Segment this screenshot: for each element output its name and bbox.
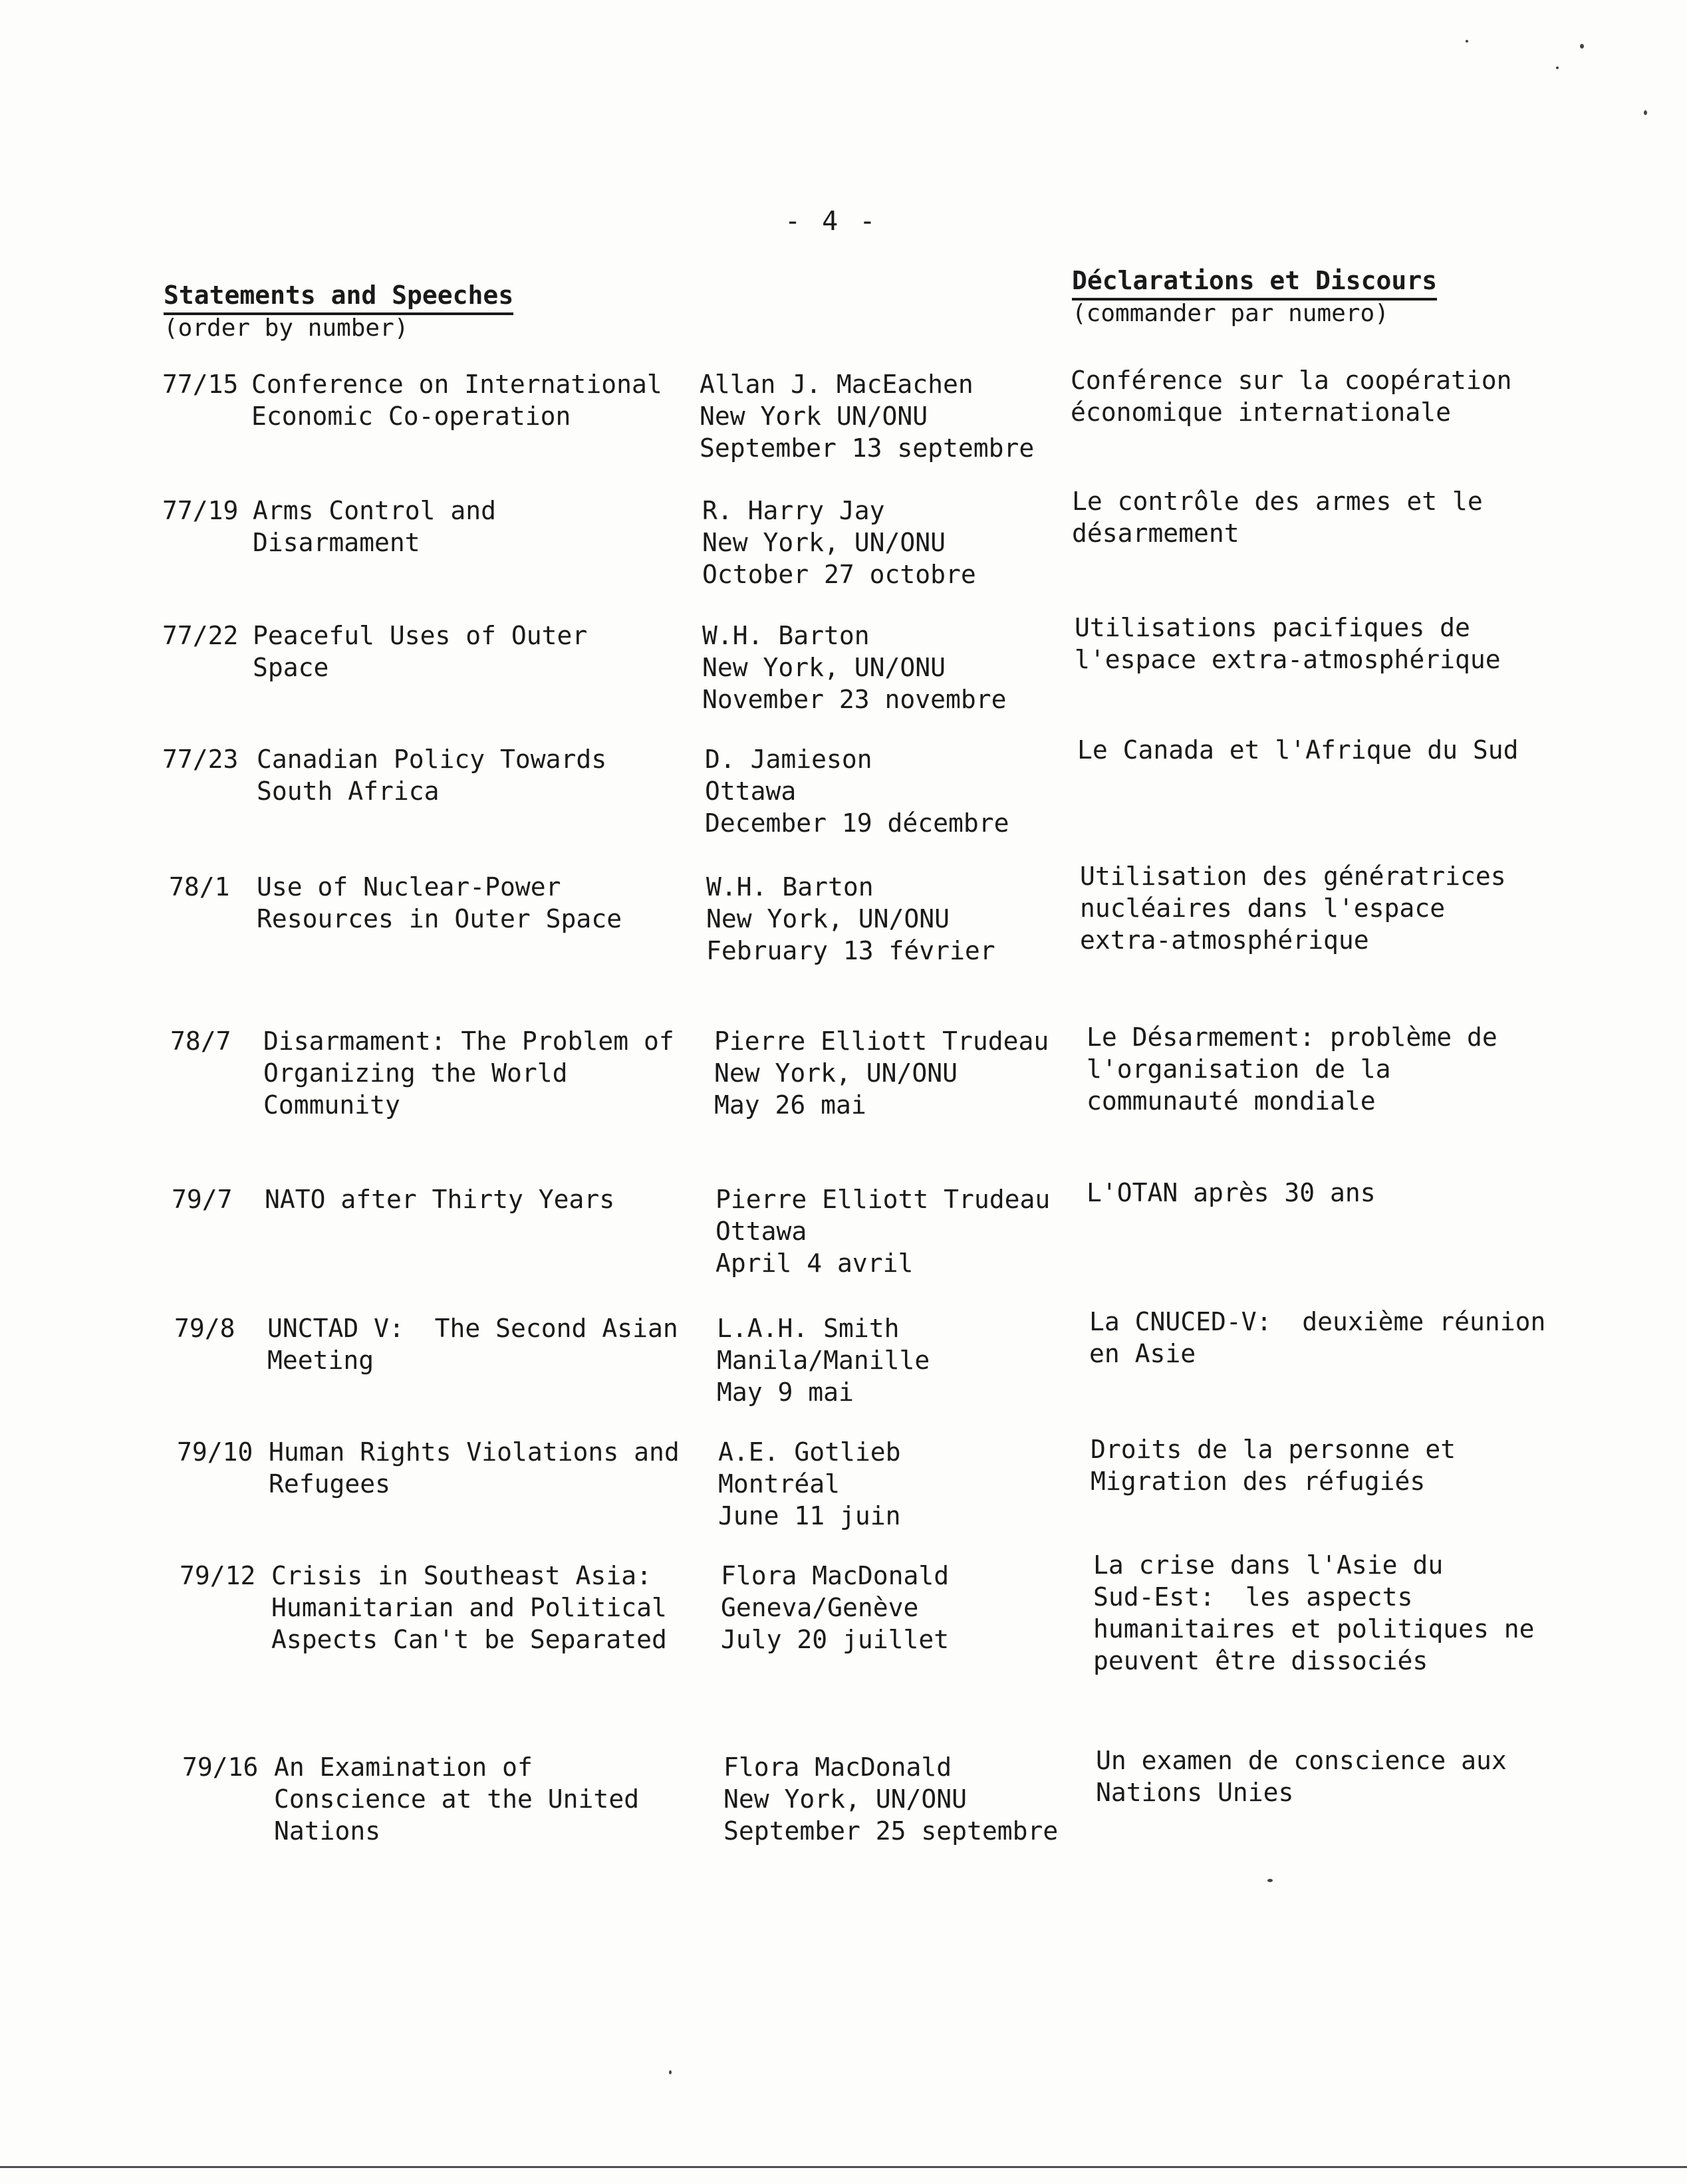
header-french bbox=[1072, 265, 1437, 327]
scan-speck bbox=[1466, 40, 1468, 43]
header-english-subtitle: (order by number) bbox=[164, 314, 409, 342]
entry-number: 79/12 bbox=[180, 1561, 256, 1590]
entry-title-french: Utilisations pacifiques de l'espace extra-atmosphérique bbox=[1075, 613, 1501, 674]
scan-speck bbox=[1644, 110, 1647, 115]
entry-number: 79/7 bbox=[172, 1185, 233, 1214]
entry-number: 77/22 bbox=[162, 621, 239, 650]
entry-speaker: Pierre Elliott Trudeau New York, UN/ONU May 26 mai bbox=[714, 1027, 1049, 1120]
entry-title-french: Utilisation des génératrices nucléaires dans l'espace extra-atmosphérique bbox=[1080, 862, 1506, 955]
entry-speaker: Flora MacDonald Geneva/Genève July 20 juillet bbox=[721, 1561, 950, 1654]
entry-number: 77/19 bbox=[162, 496, 239, 525]
entry-title-french: Un examen de conscience aux Nations Unies bbox=[1096, 1746, 1507, 1807]
entry-title-english: NATO after Thirty Years bbox=[265, 1185, 615, 1214]
entry-speaker: Pierre Elliott Trudeau Ottawa April 4 avril bbox=[715, 1185, 1051, 1278]
entry-number: 79/16 bbox=[182, 1753, 259, 1782]
entry-number: 78/7 bbox=[170, 1027, 231, 1056]
entry-speaker: W.H. Barton New York, UN/ONU November 23 novembre bbox=[702, 621, 1007, 714]
entry-title-french: La CNUCED-V: deuxième réunion en Asie bbox=[1089, 1307, 1546, 1368]
entry-speaker: Flora MacDonald New York, UN/ONU September 25 septembre bbox=[723, 1753, 1059, 1846]
page-number: - 4 - bbox=[785, 206, 878, 237]
entry-title-english: Disarmament: The Problem of Organizing the World Community bbox=[263, 1027, 674, 1120]
entry-speaker: L.A.H. Smith Manila/Manille May 9 mai bbox=[717, 1314, 930, 1407]
bottom-rule bbox=[0, 2166, 1687, 2168]
entry-title-english: Arms Control and Disarmament bbox=[253, 496, 497, 557]
entry-title-english: Conference on International Economic Co-operation bbox=[251, 370, 662, 431]
entry-title-english: Use of Nuclear-Power Resources in Outer Space bbox=[257, 872, 622, 933]
entry-title-french: Le Canada et l'Afrique du Sud bbox=[1077, 735, 1519, 765]
entry-speaker: A.E. Gotlieb Montréal June 11 juin bbox=[718, 1437, 901, 1530]
header-english-title: Statements and Speeches bbox=[164, 279, 513, 315]
header-french-title: Déclarations et Discours bbox=[1072, 265, 1437, 301]
entry-speaker: Allan J. MacEachen New York UN/ONU September 13 septembre bbox=[700, 370, 1035, 463]
entry-title-french: Le contrôle des armes et le désarmement bbox=[1072, 487, 1483, 548]
header-french-subtitle: (commander par numero) bbox=[1072, 300, 1389, 327]
entry-title-french: Conférence sur la coopération économique internationale bbox=[1071, 366, 1512, 427]
entry-number: 79/10 bbox=[177, 1437, 253, 1467]
entry-title-english: Canadian Policy Towards South Africa bbox=[257, 745, 607, 806]
header-english bbox=[164, 279, 513, 342]
entry-title-english: Crisis in Southeast Asia: Humanitarian and Political Aspects Can't be Separated bbox=[271, 1561, 667, 1654]
scan-speck bbox=[1556, 66, 1559, 69]
entry-title-english: An Examination of Conscience at the United Nations bbox=[274, 1753, 640, 1846]
entry-title-french: Droits de la personne et Migration des réfugiés bbox=[1091, 1435, 1456, 1496]
entry-title-french: L'OTAN après 30 ans bbox=[1087, 1178, 1376, 1207]
entry-speaker: D. Jamieson Ottawa December 19 décembre bbox=[705, 745, 1009, 838]
entry-number: 77/23 bbox=[162, 745, 239, 774]
scan-speck bbox=[1267, 1879, 1273, 1882]
entry-number: 77/15 bbox=[162, 370, 239, 399]
entry-speaker: W.H. Barton New York, UN/ONU February 13 février bbox=[706, 872, 995, 965]
entry-speaker: R. Harry Jay New York, UN/ONU October 27 octobre bbox=[702, 496, 976, 589]
scan-speck bbox=[1580, 44, 1584, 49]
entry-title-french: La crise dans l'Asie du Sud-Est: les aspects humanitaires et politiques ne peuvent être dissociés bbox=[1093, 1550, 1535, 1675]
entry-number: 78/1 bbox=[169, 872, 230, 902]
scan-speck bbox=[669, 2070, 672, 2074]
entry-title-english: Peaceful Uses of Outer Space bbox=[253, 621, 588, 682]
entry-number: 79/8 bbox=[174, 1314, 235, 1343]
entry-title-french: Le Désarmement: problème de l'organisation de la communauté mondiale bbox=[1087, 1023, 1497, 1116]
entry-title-english: UNCTAD V: The Second Asian Meeting bbox=[267, 1314, 678, 1375]
entry-title-english: Human Rights Violations and Refugees bbox=[269, 1437, 680, 1499]
